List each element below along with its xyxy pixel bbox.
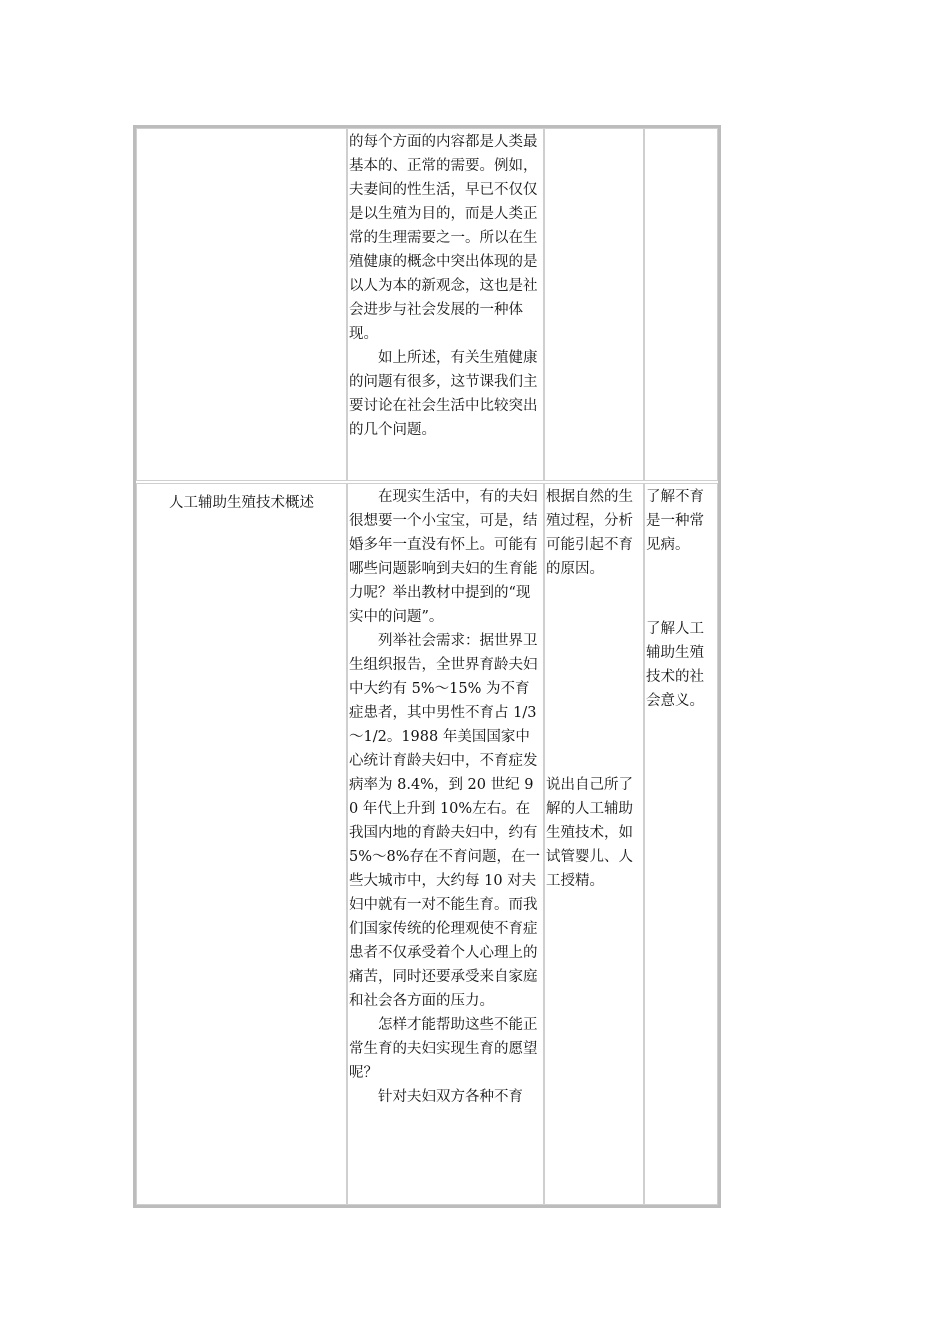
activity-paragraph: 说出自己所了解的人工辅助生殖技术，如试管婴儿、人工授精。 [546, 777, 633, 889]
lesson-plan-table [133, 125, 721, 1208]
topic-label: 人工辅助生殖技术概述 [169, 495, 314, 511]
table-cell-topic [136, 128, 347, 481]
cell-text [349, 485, 542, 1109]
table-cell-content [347, 483, 544, 1205]
table-cell-topic [136, 483, 347, 1205]
cell-text [546, 485, 642, 893]
table-row [136, 483, 718, 1205]
table-cell-goal [644, 128, 718, 481]
cell-text [349, 130, 542, 442]
spacer [546, 581, 642, 677]
content-paragraph: 的每个方面的内容都是人类最基本的、正常的需要。例如，夫妻间的性生活，早已不仅仅是以生殖为目的，而是人类正常的生理需要之一。所以在生殖健康的概念中突出体现的是以人为本的新观念，这也是社会进步与社会发展的一种体现。 [349, 134, 538, 342]
content-paragraph: 怎样才能帮助这些不能正常生育的夫妇实现生育的愿望呢？ [349, 1017, 538, 1081]
goal-paragraph: 了解人工辅助生殖技术的社会意义。 [646, 621, 704, 709]
spacer [646, 557, 716, 617]
content-paragraph: 如上所述，有关生殖健康的问题有很多，这节课我们主要讨论在社会生活中比较突出的几个问题。 [349, 350, 538, 438]
cell-text [646, 485, 716, 713]
content-paragraph: 针对夫妇双方各种不育 [378, 1089, 523, 1105]
spacer [546, 677, 642, 773]
content-paragraph: 在现实生活中，有的夫妇很想要一个小宝宝，可是，结婚多年一直没有怀上。可能有哪些问题影响到夫妇的生育能力呢？举出教材中提到的“现实中的问题”。 [349, 489, 538, 625]
table-cell-goal [644, 483, 718, 1205]
activity-paragraph: 根据自然的生殖过程，分析可能引起不育的原因。 [546, 489, 633, 577]
table-cell-activity [544, 128, 644, 481]
table-cell-content [347, 128, 544, 481]
table-row [136, 128, 718, 481]
content-paragraph: 列举社会需求：据世界卫生组织报告，全世界育龄夫妇中大约有 5%～15% 为不育症患者，其中男性不育占 1/3～1/2。1988 年美国国家中心统计育龄夫妇中，不育症发病率为 8.4%，到 20 世纪 90 年代上升到 10%左右。在我国内地的育龄夫妇中，约有5%～8%存在不育问题，在一些大城市中，大约每 10 对夫妇中就有一对不能生育。而我们国家传统的伦理观使不育症患者不仅承受着个人心理上的痛苦，同时还要承受来自家庭和社会各方面的压力。 [349, 633, 541, 1009]
table-cell-activity [544, 483, 644, 1205]
goal-paragraph: 了解不育是一种常见病。 [646, 489, 704, 553]
